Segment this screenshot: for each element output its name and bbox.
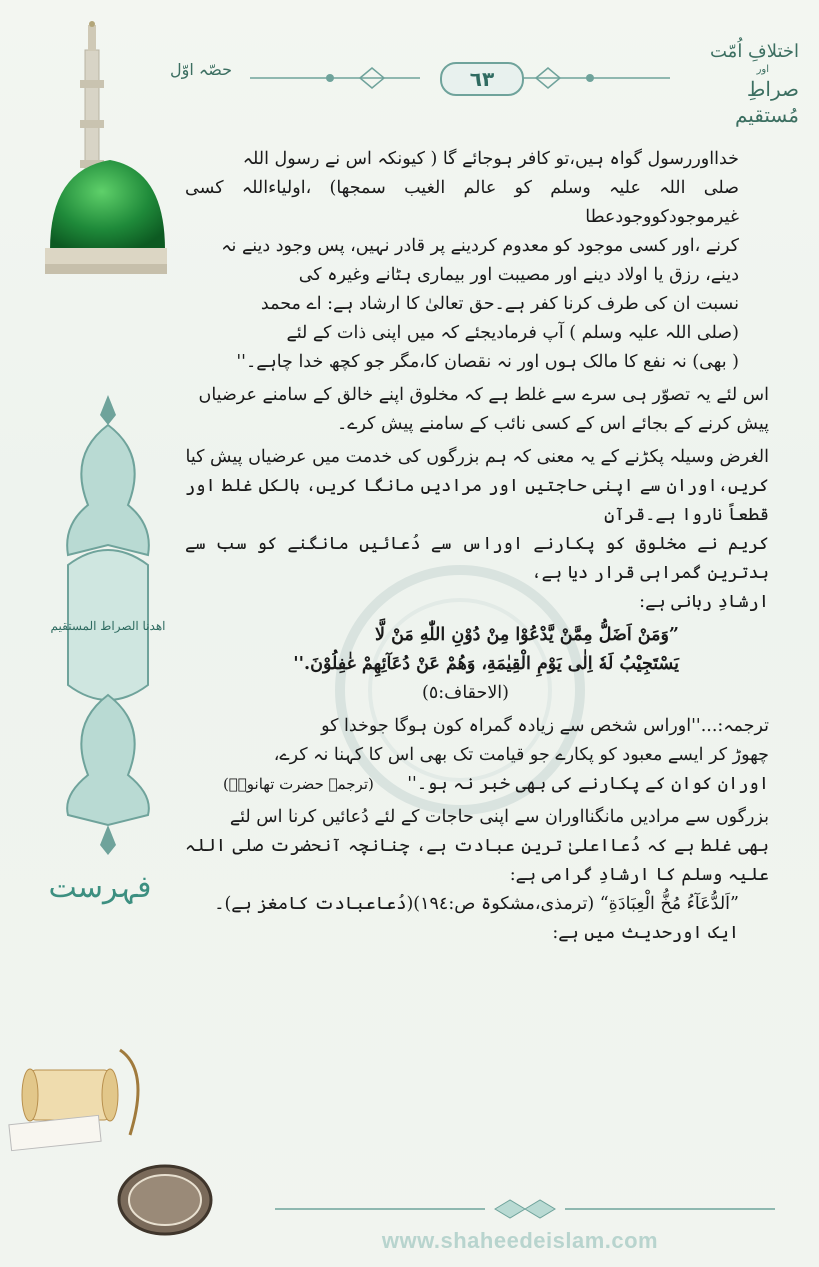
quran-ayah [185, 621, 769, 708]
text-line: ارشادِ ربانی ہے: [639, 592, 769, 612]
text-line: چھوڑ کر ایسے معبود کو پکارے جو قیامت تک بھی اس کا کہنا نہ کرے، [273, 745, 769, 765]
book-title-connector: اور [756, 64, 769, 75]
book-title-line2: صراطِ مُستقیم [734, 77, 799, 127]
text-line: ترجمہ:...''اوراس شخص سے زیادہ گمراہ کون ہوگا جوخدا کو [321, 716, 769, 736]
ayah-line: ”وَمَنْ اَضَلُّ مِمَّنْ يَّدْعُوْا مِنْ دُوْنِ اللّٰهِ مَنْ لَّا [375, 625, 679, 645]
text-line: کریم نے مخلوق کو پکارنے اوراس سے دُعائیں مانگنے کو سب سے بدترین گمراہی قرار دیا ہے، [185, 534, 769, 583]
main-content [185, 145, 769, 952]
text-line: دینے، رزق یا اولاد دینے اور مصیبت اور بیماری ہٹانے وغیرہ کی [298, 265, 739, 285]
footer-ornament-icon [275, 1197, 775, 1221]
text-line: اس لئے یہ تصوّر ہی سرے سے غلط ہے کہ مخلوق اپنے خالق کے سامنے عرضیاں [198, 385, 769, 405]
text-line: (صلی اللہ علیہ وسلم ) آپ فرمادیجئے کہ میں اپنی ذات کے لئے [286, 323, 739, 343]
section-label: حصّہ اوّل [170, 60, 233, 79]
text-line: نسبت ان کی طرف کرنا کفر ہے۔حق تعالیٰ کا ارشاد ہے: اے محمد [260, 294, 739, 314]
translation [185, 712, 769, 799]
index-link[interactable]: فہرست [48, 870, 152, 905]
text-line [185, 770, 769, 799]
text-line: بھی غلط ہے کہ دُعااعلیٰ ترین عبادت ہے، چنانچہ آنحضرت صلی اللہ علیہ وسلم کا ارشادِ گرامی ہے: [185, 836, 769, 885]
page-header [150, 40, 799, 130]
text-line: کریں،اوران سے اپنی حاجتیں اور مرادیں مانگا کریں، بالکل غلط اور قطعاً ناروا ہے۔قرآنِ [185, 476, 769, 525]
ayah-reference: (الاحقاف:٥) [422, 683, 509, 703]
text-line: صلی اللہ علیہ وسلم کو عالم الغیب سمجھا) ،اولیاءاللہ کسی غیرموجودکووجودعطا [185, 178, 739, 227]
scroll-quill-icon [10, 1040, 160, 1150]
book-title-line1: اختلافِ اُمّت [710, 41, 799, 62]
translation-last-line: اوران کوان کے پکارنے کی بھی خبر نہ ہو۔'' [407, 774, 769, 794]
paragraph-4 [185, 803, 769, 948]
book-title [689, 40, 799, 128]
paragraph-2 [185, 381, 769, 439]
medallion-text: اھدنا الصراط المستقیم [50, 619, 166, 633]
paragraph-3 [185, 443, 769, 617]
website-url[interactable]: www.shaheedeislam.com [381, 1228, 659, 1253]
ayah-line: يَسْتَجِيْبُ لَهٗ اِلٰى يَوْمِ الْقِيٰمَةِ، وَهُمْ عَنْ دُعَآئِهِمْ غٰفِلُوْنَ.'' [293, 654, 679, 674]
translation-credit: (ترجمہ حضرت تھانویؒ) [222, 775, 374, 793]
text-line: ”اَلدُّعَآءُ مُخُّ الْعِبَادَةِ“ (ترمذی،مشکوۃ ص:١٩٤)(دُعاعبادت کامغز ہے)۔ [214, 894, 739, 914]
text-line: ( بھی) نہ نفع کا مالک ہوں اور نہ نقصان کا،مگر جو کچھ خدا چاہے۔'' [236, 352, 739, 372]
text-line: خدااوررسول گواہ ہیں،تو کافر ہوجائے گا ( کیونکہ اس نے رسول اللہ [242, 149, 739, 169]
text-line: کرنے ،اور کسی موجود کو معدوم کردینے پر قادر نہیں، پس وجود دینے نہ [221, 236, 739, 256]
text-line: الغرض وسیلہ پکڑنے کے یہ معنی کہ ہم بزرگوں کی خدمت میں عرضیاں پیش کیا [185, 447, 769, 467]
author-seal-icon [115, 1160, 215, 1240]
page-number: ٦٣ [440, 62, 524, 96]
text-line: پیش کرنے کے بجائے اس کے کسی نائب کے سامنے پیش کرے۔ [336, 414, 769, 434]
text-line: بزرگوں سے مرادیں مانگنااوران سے اپنی حاجات کے لئے دُعائیں کرنا اس لئے [229, 807, 769, 827]
text-line: ایک اورحدیث میں ہے: [552, 923, 739, 943]
side-medallion-ornament-icon [50, 395, 166, 855]
paragraph-1 [185, 145, 769, 377]
